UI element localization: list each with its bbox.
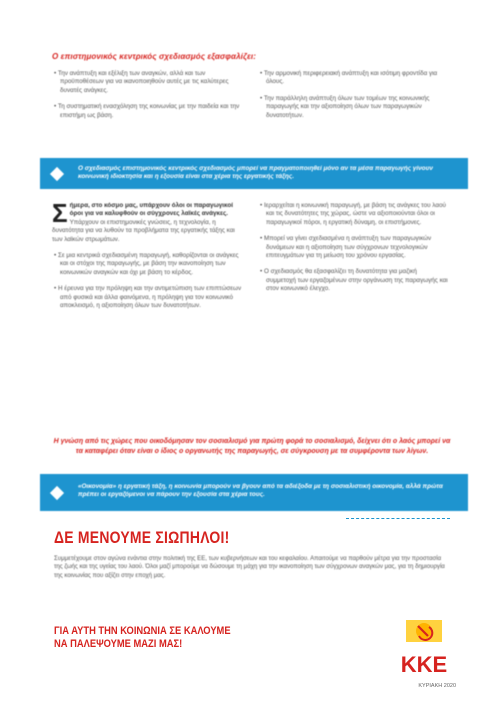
- bullet-item: • Τη συστηματική ενασχόληση της κοινωνίας με την παιδεία και την επιστήμη ως βάση.: [54, 103, 240, 119]
- bullet-item: • Μπορεί να γίνει σχεδιασμένα η ανάπτυξη των παραγωγικών δυνάμεων και η αξιοποίηση των σύγχρονων τεχνολογικών επιτευγμάτων για τη μείωση του χρόνου εργασίας.: [260, 235, 432, 260]
- bullet-item: • Ο σχεδιασμός θα εξασφαλίζει τη δυνατότητα για μαζική συμμετοχή των εργαζομένων στην οργάνωση της παραγωγής και στον κοινωνικό έλεγχο.: [260, 268, 448, 293]
- banner-text: Ο σχεδιασμός επιστημονικός κεντρικός σχεδιασμός μπορεί να πραγματοποιηθεί μόνο αν τα μέσα παραγωγής γίνουν κοινωνική ιδιοκτησία και η εξουσία είναι στα χέρια της εργατικής τάξης.: [78, 165, 433, 181]
- hammer-sickle-icon: [394, 620, 454, 678]
- column-top-right: [258, 70, 448, 128]
- body-paragraph: Συμμετέχουμε στον αγώνα ενάντια στην πολιτική της ΕΕ, των κυβερνήσεων και του κεφαλαίου. Απαιτούμε να παρθούν μέτρα για την προστασία της ζωής και της υγείας του λαού. Όλοι μαζί μπορούμε να δώσουμε τη μάχη για την ικανοποίηση των σύγχρονων αναγκών μας, για τη δημιουργία της κοινωνίας που αξίζει στην εποχή μας.: [54, 555, 445, 579]
- logo-text: ΚΚΕ: [400, 652, 448, 677]
- column-mid-right: [258, 202, 448, 302]
- column-mid-left: [52, 198, 242, 318]
- info-banner: [40, 158, 468, 189]
- party-logo: [394, 620, 454, 678]
- diamond-icon: [50, 166, 64, 180]
- bullet-item: • Η έρευνα για την πρόληψη και την αντιμετώπιση των επιπτώσεων από φυσικά και άλλα φαινόμενα, η πρόληψη για τον κοινωνικό αποκλεισμό, η αξιοποίηση όλων των δυνατοτήτων.: [54, 285, 242, 310]
- main-headline: ΔΕ ΜΕΝΟΥΜΕ ΣΙΩΠΗΛΟΙ!: [54, 528, 230, 547]
- decorative-divider: [346, 518, 450, 519]
- info-banner-bottom: [40, 474, 468, 511]
- closing-slogan: ΓΙΑ ΑΥΤΗ ΤΗΝ ΚΟΙΝΩΝΙΑ ΣΕ ΚΑΛΟΥΜΕ ΝΑ ΠΑΛΕΨΟΥΜΕ ΜΑΖΙ ΜΑΣ!: [54, 625, 231, 650]
- highlight-statement: Η γνώση από τις χώρες που οικοδόμησαν τον σοσιαλισμό για πρώτη φορά το σοσιαλισμό, δείχνει ότι ο λαός μπορεί να τα καταφέρει όταν είναι ο ίδιος ο οργανωτής της παραγωγής, σε σύγκρουση με τα συμφέροντα των λίγων.: [53, 438, 451, 455]
- section-title: Ο επιστημονικός κεντρικός σχεδιασμός εξασφαλίζει:: [52, 52, 257, 61]
- lead-paragraph: Σ ήμερα, στο κόσμο μας, υπάρχουν όλοι οι παραγωγικοί όροι για να καλυφθούν οι σύγχρονες λαϊκές ανάγκες. Υπάρχουν οι επιστημονικές γνώσεις, η τεχνολογία, η δυνατότητα για να λυθούν τα προβλήματα της εργατικής τάξης και των λαϊκών στρωμάτων.: [52, 198, 235, 243]
- bullet-item: • Την ανάπτυξη και εξέλιξη των αναγκών, αλλά και των προϋποθέσεων για να ικανοποιηθούν αυτές με τις καλύτερες δυνατές ανάγκες.: [54, 70, 229, 94]
- bullet-item: • Την αρμονική περιφερειακή ανάπτυξη και ισότιμη φροντίδα για όλους.: [260, 70, 438, 86]
- diamond-icon: [50, 485, 64, 499]
- column-top-left: [52, 70, 242, 128]
- footer-date: ΚΥΡΙΑΚΗ 2020: [418, 683, 456, 689]
- bullet-item: • Την παράλληλη ανάπτυξη όλων των τομέων της κοινωνικής παραγωγής και την αξιοποίηση όλων των παραγωγικών δυνατοτήτων.: [260, 94, 430, 119]
- bullet-item: • Ιεραρχείται η κοινωνική παραγωγή, με βάση τις ανάγκες του λαού και τις δυνατότητες της χώρας, ώστε να αξιοποιούνται όλοι οι παραγωγικοί πόροι, η εργατική δύναμη, οι επιστήμονες.: [260, 202, 446, 226]
- bullet-item: • Σε μια κεντρικά σχεδιασμένη παραγωγή, καθορίζονται οι ανάγκες και οι στόχοι της παραγωγής, με βάση την ικανοποίηση των κοινωνικών αναγκών και όχι με βάση το κέρδος.: [54, 252, 239, 276]
- drop-cap: Σ: [52, 198, 68, 228]
- banner-text: «Οικονομία» η εργατική τάξη, η κοινωνία μπορούν να βγουν από τα αδιέξοδα με τη σοσιαλιστική οικονομία, αλλά πρώτα πρέπει οι εργαζόμενοι να πάρουν την εξουσία στα χέρια τους.: [78, 483, 443, 499]
